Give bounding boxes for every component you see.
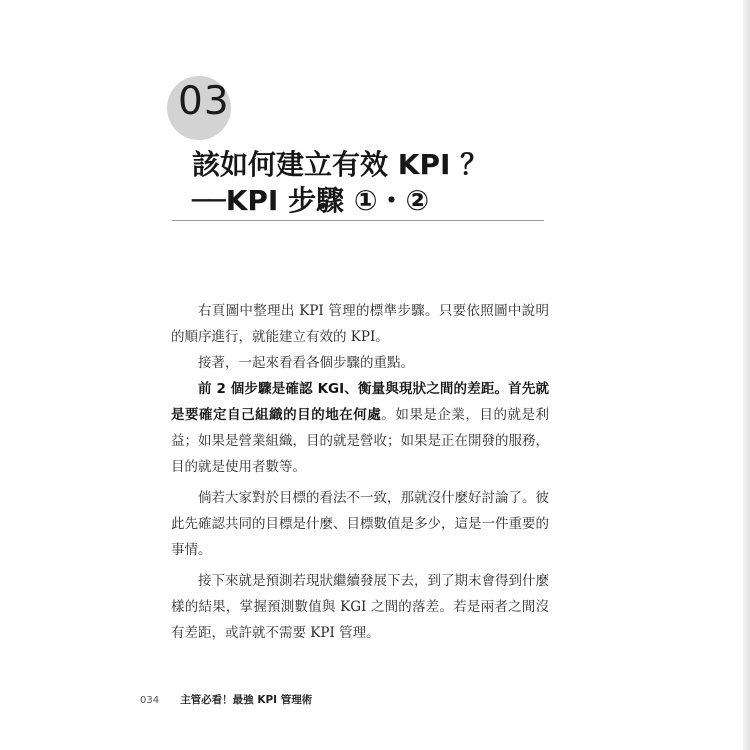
paragraph-5: 接下來就是預測若現狀繼續發展下去，到了期末會得到什麼樣的結果，掌握預測數值與 KGI 之間的落差。若是兩者之間沒有差距，或許就不需要 KPI 管理。 — [171, 573, 549, 641]
running-title: 主管必看！最強 KPI 管理術 — [180, 694, 313, 706]
page-edge — [743, 0, 750, 750]
chapter-title-line-1: 該如何建立有效 KPI ？ — [192, 148, 489, 181]
chapter-title-line-2: ──KPI 步驟 ①・② — [192, 184, 430, 217]
chapter-number: 03 — [178, 79, 230, 124]
paragraph-1: 右頁圖中整理出 KPI 管理的標準步驟。只要依照圖中說明的順序進行，就能建立有效的 KPI。 — [171, 303, 549, 345]
body-text — [171, 298, 549, 646]
paragraph-3-rest: 。如果是企業，目的就是利益；如果是營業組織，目的就是營收；如果是正在開發的服務，目的就是使用者數等。 — [171, 407, 550, 475]
chapter-title — [192, 147, 552, 219]
paragraph-4: 倘若大家對於目標的看法不一致，那就沒什麼好討論了。彼此先確認共同的目標是什麼、目標數值是多少，這是一件重要的事情。 — [171, 490, 549, 558]
title-divider — [172, 220, 544, 221]
paragraph-3 — [171, 376, 549, 480]
paragraph-2: 接著，一起來看看各個步驟的重點。 — [198, 355, 414, 371]
paragraph-3-emphasis: 前 2 個步驟是確認 KGI、衡量與現狀之間的差距。首先就是要確定自己組織的目的地在何處 — [171, 381, 549, 423]
page-number: 034 — [140, 695, 160, 706]
page-footer — [140, 690, 312, 709]
